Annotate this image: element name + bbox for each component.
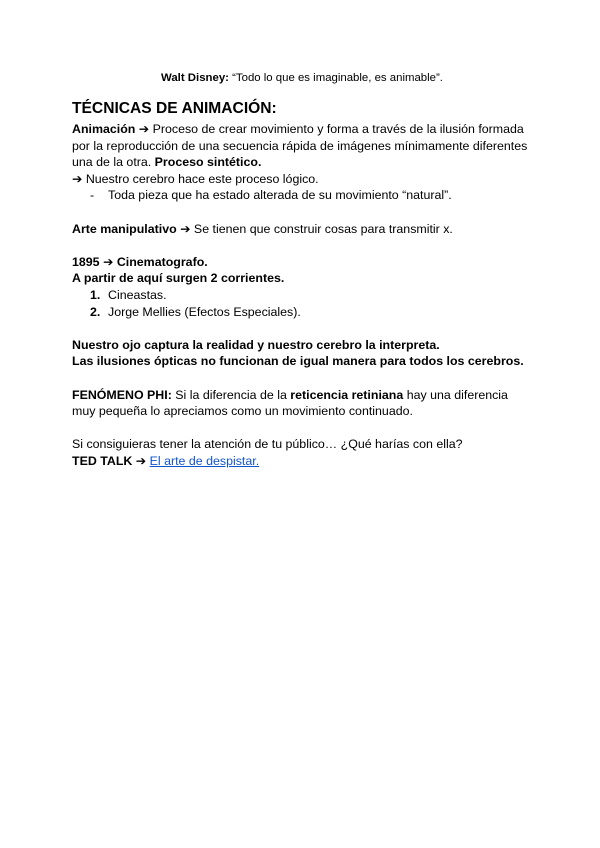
animacion-definition xyxy=(72,121,532,171)
spacer xyxy=(72,420,532,437)
walt-disney-quote xyxy=(72,70,532,86)
ted-talk-line xyxy=(72,453,532,470)
list-item xyxy=(72,287,532,304)
section-heading: TÉCNICAS DE ANIMACIÓN: xyxy=(72,100,277,117)
spacer xyxy=(72,370,532,387)
quote-text: “Todo lo que es imaginable, es animable”. xyxy=(228,72,443,84)
phi-text-b: hay una diferencia muy pequeña lo apreciamos como un movimiento continuado. xyxy=(72,387,508,419)
list-number: 2. xyxy=(90,304,101,319)
list-item-text: Toda pieza que ha estado alterada de su movimiento “natural”. xyxy=(108,188,452,203)
perception-line-2: Las ilusiones ópticas no funcionan de igual manera para todos los cerebros. xyxy=(72,354,524,369)
list-item-text: Jorge Mellies (Efectos Especiales). xyxy=(108,304,301,319)
proceso-sintetico: Proceso sintético. xyxy=(154,155,262,170)
spacer xyxy=(72,237,532,254)
list-item-text: Cineastas. xyxy=(108,287,167,302)
ted-talk-link[interactable]: El arte de despistar. xyxy=(149,453,260,468)
quote-author: Walt Disney: xyxy=(161,72,229,84)
corrientes-list xyxy=(72,287,532,320)
ted-talk-label: TED TALK ➔ xyxy=(72,453,147,468)
animacion-term: Animación ➔ xyxy=(72,122,150,136)
arte-term: Arte manipulativo ➔ xyxy=(72,221,191,236)
list-item xyxy=(72,187,532,204)
list-item xyxy=(72,304,532,321)
arte-manipulativo-definition xyxy=(72,221,532,238)
spacer xyxy=(72,320,532,337)
brain-note: ➔ Nuestro cerebro hace este proceso lógico. xyxy=(72,171,319,186)
phi-text-a: Si la diferencia de la xyxy=(171,387,291,402)
cinematografo-line: 1895 ➔ Cinematografo. xyxy=(72,254,208,269)
perception-line-1: Nuestro ojo captura la realidad y nuestro cerebro la interpreta. xyxy=(72,337,440,352)
spacer xyxy=(72,204,532,221)
dash-marker: - xyxy=(90,188,95,203)
document-body xyxy=(72,70,532,469)
list-number: 1. xyxy=(90,287,101,302)
closing-question: Si consiguieras tener la atención de tu público… ¿Qué harías con ella? xyxy=(72,437,463,452)
corrientes-line: A partir de aquí surgen 2 corrientes. xyxy=(72,271,285,286)
phi-term: FENÓMENO PHI: xyxy=(72,387,172,402)
reticencia-retiniana: reticencia retiniana xyxy=(290,387,404,402)
animacion-text: Proceso de crear movimiento y forma a través de la ilusión formada por la reproducción de una secuencia rápida de imágenes mínimamente diferentes una de la otra. xyxy=(72,122,528,170)
arte-text: Se tienen que construir cosas para transmitir x. xyxy=(190,221,453,236)
animacion-dash-list xyxy=(72,187,532,204)
fenomeno-phi-paragraph xyxy=(72,387,532,420)
